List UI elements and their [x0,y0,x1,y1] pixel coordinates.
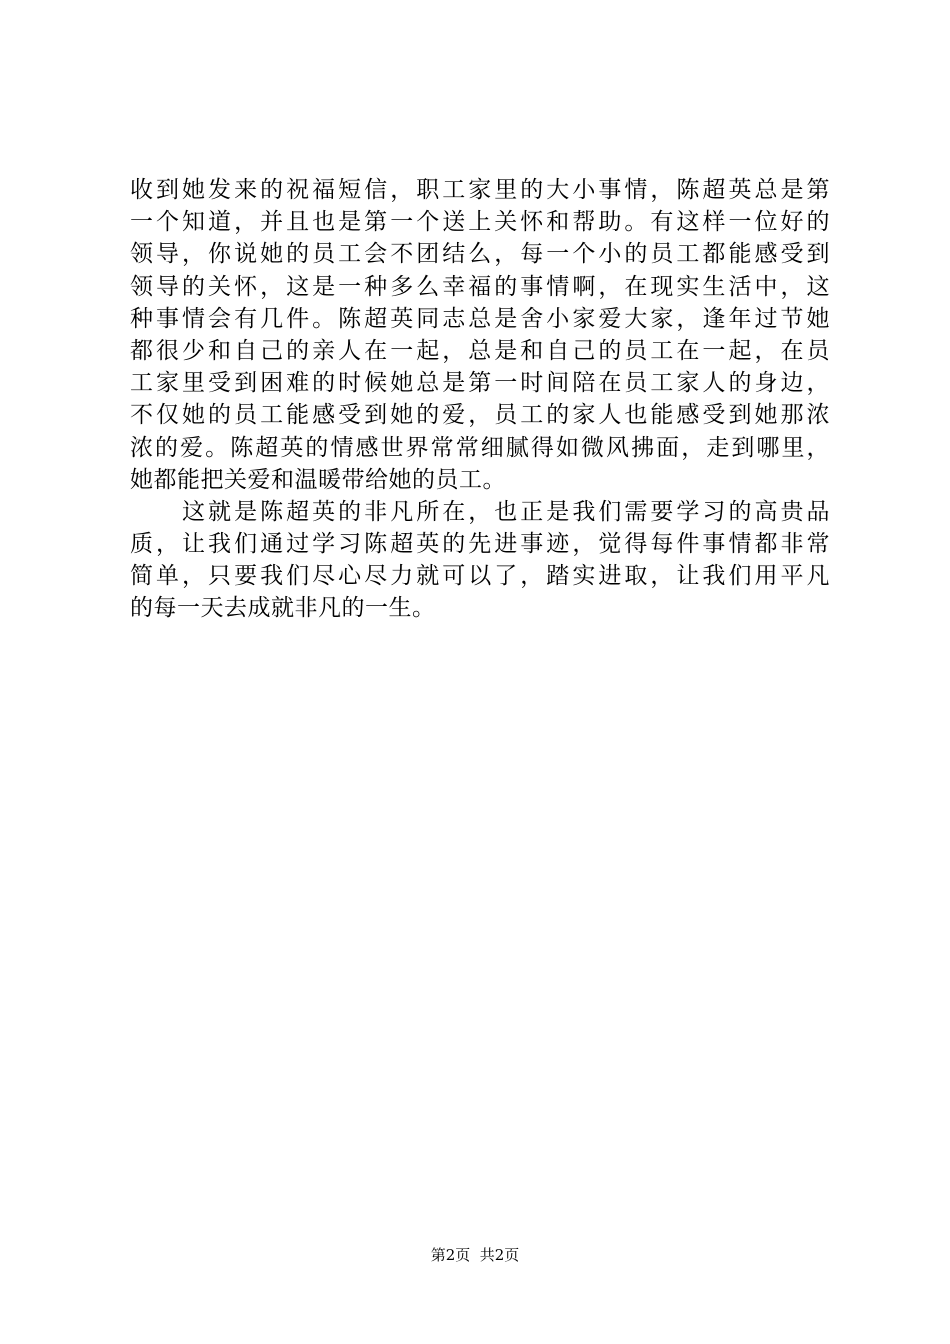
text-line: 简单，只要我们尽心尽力就可以了，踏实进取，让我们用平凡 [130,563,830,590]
text-line: 收到她发来的祝福短信，职工家里的大小事情，陈超英总是第 [130,177,830,203]
text-line: 一个知道，并且也是第一个送上关怀和帮助。有这样一位好的 [130,209,830,236]
text-line: 这就是陈超英的非凡所在，也正是我们需要学习的高贵品 [130,498,830,525]
text-line: 领导的关怀，这是一种多么幸福的事情啊，在现实生活中，这 [130,273,830,300]
paragraph-2 [130,496,830,625]
text-line: 浓的爱。陈超英的情感世界常常细腻得如微风拂面，走到哪里， [130,434,830,461]
text-line: 的每一天去成就非凡的一生。 [130,595,436,622]
page-footer: 第2页 共2页 [430,1246,520,1264]
text-line: 质，让我们通过学习陈超英的先进事迹，觉得每件事情都非常 [130,531,830,558]
text-line: 她都能把关爱和温暖带给她的员工。 [130,466,506,493]
text-line: 种事情会有几件。陈超英同志总是舍小家爱大家，逢年过节她 [130,305,830,332]
text-line: 不仅她的员工能感受到她的爱，员工的家人也能感受到她那浓 [130,402,830,429]
text-line: 领导，你说她的员工会不团结么，每一个小的员工都能感受到 [130,241,830,268]
text-line: 工家里受到困难的时候她总是第一时间陪在员工家人的身边， [130,370,830,397]
body-text [130,174,830,625]
text-line: 都很少和自己的亲人在一起，总是和自己的员工在一起，在员 [130,337,830,364]
paragraph-1 [130,174,830,496]
